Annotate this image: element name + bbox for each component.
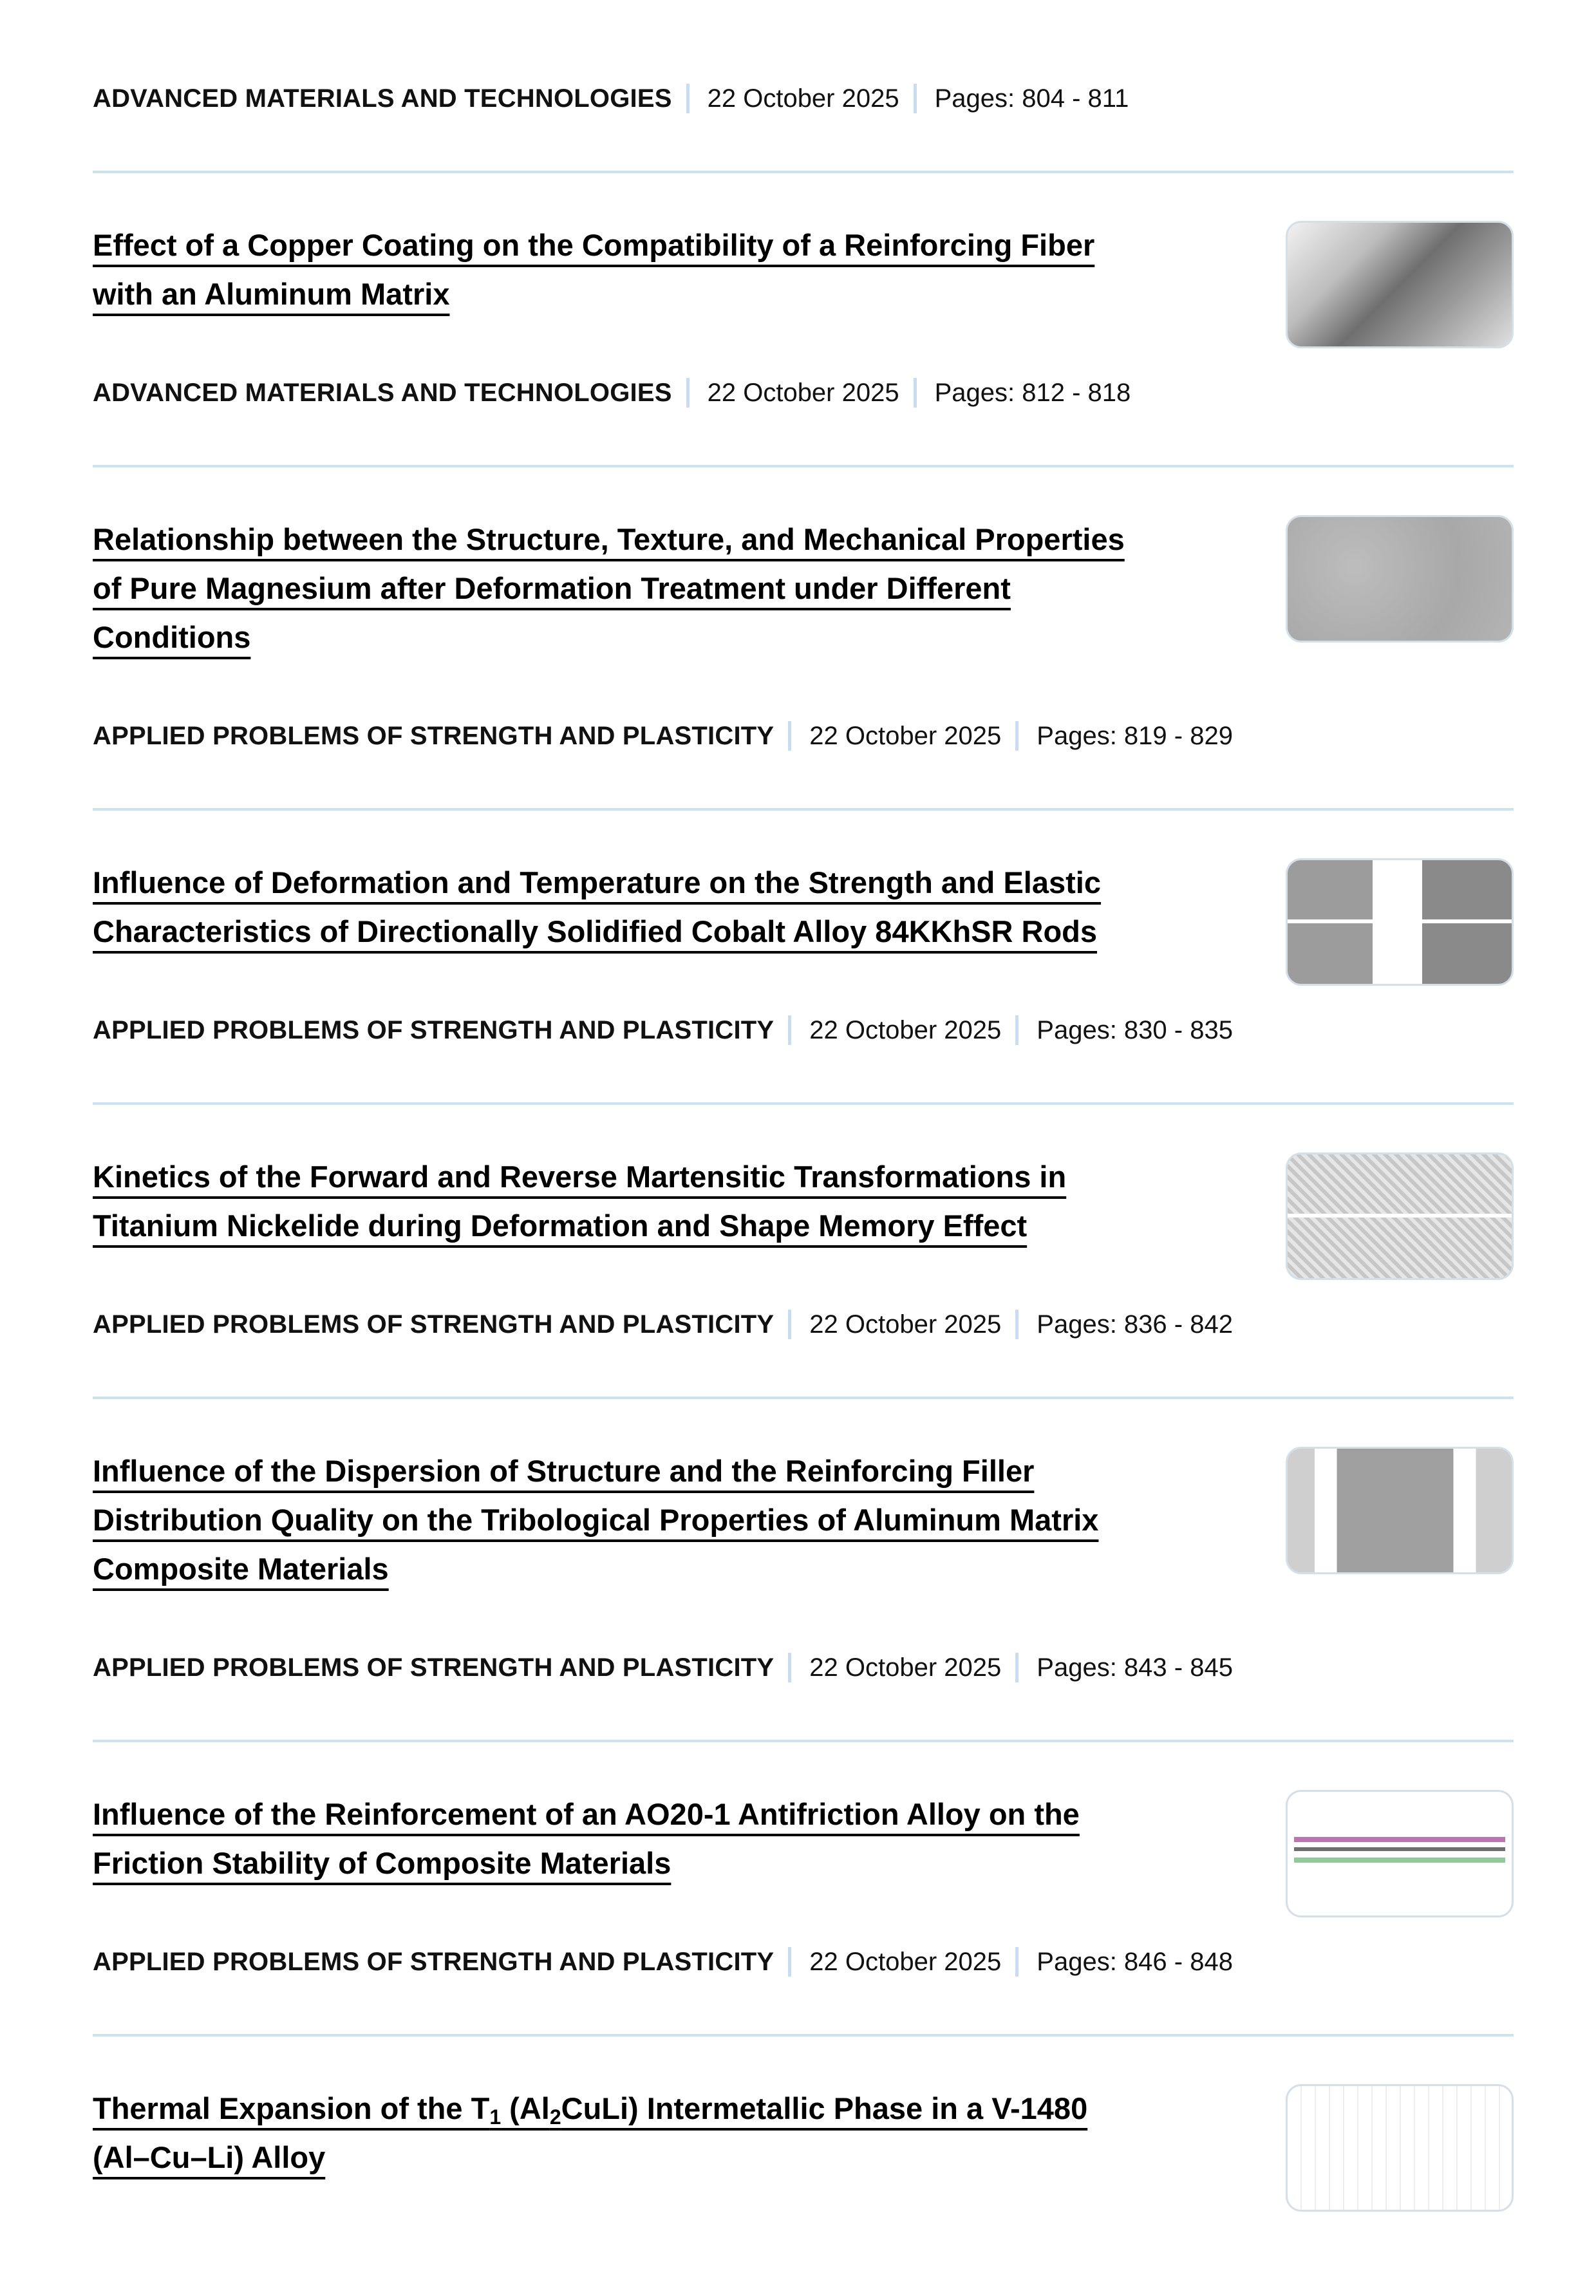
title-text: (Al bbox=[501, 2091, 550, 2125]
title-text: Friction Stability of Composite Materials bbox=[93, 1846, 671, 1880]
article-thumbnail-image[interactable] bbox=[1286, 2084, 1514, 2212]
article-title-link[interactable] bbox=[93, 2091, 1088, 2129]
article-meta bbox=[93, 1946, 1514, 1978]
article-thumbnail-image[interactable] bbox=[1286, 1447, 1514, 1574]
article-title-link[interactable] bbox=[93, 1454, 1034, 1488]
publication-date: 22 October 2025 bbox=[809, 1310, 1002, 1339]
article-thumbnail-image[interactable] bbox=[1286, 858, 1514, 986]
page-range: Pages: 812 - 818 bbox=[934, 378, 1131, 407]
meta-divider bbox=[1015, 1653, 1019, 1682]
meta-divider bbox=[788, 1947, 791, 1977]
title-text: Thermal Expansion of the T bbox=[93, 2091, 490, 2125]
title-text: Effect of a Copper Coating on the Compatibility of a Reinforcing Fiber bbox=[93, 228, 1095, 262]
article-title[interactable] bbox=[93, 221, 1252, 319]
article-item bbox=[93, 173, 1514, 467]
article-item bbox=[93, 811, 1514, 1105]
title-text: Characteristics of Directionally Solidified Cobalt Alloy 84KKhSR Rods bbox=[93, 914, 1098, 948]
article-thumbnail-image[interactable] bbox=[1286, 1790, 1514, 1917]
article-title-link[interactable] bbox=[93, 2140, 325, 2174]
article-item bbox=[93, 1742, 1514, 2037]
publication-date: 22 October 2025 bbox=[809, 1653, 1002, 1682]
article-title-link[interactable] bbox=[93, 277, 449, 311]
meta-divider bbox=[686, 84, 690, 113]
title-text: Kinetics of the Forward and Reverse Martensitic Transformations in bbox=[93, 1160, 1067, 1194]
article-meta bbox=[93, 1308, 1514, 1341]
title-text: CuLi) Intermetallic Phase in a V-1480 bbox=[561, 2091, 1088, 2125]
article-title-link[interactable] bbox=[93, 522, 1125, 556]
article-item bbox=[93, 1399, 1514, 1742]
title-text: Influence of Deformation and Temperature on the Strength and Elastic bbox=[93, 865, 1101, 899]
article-title-link[interactable] bbox=[93, 228, 1094, 262]
article-title[interactable] bbox=[93, 2084, 1252, 2182]
article-title-link[interactable] bbox=[93, 1797, 1080, 1831]
title-subscript: 1 bbox=[489, 2105, 502, 2129]
article-thumbnail-image[interactable] bbox=[1286, 221, 1514, 348]
article-title-link[interactable] bbox=[93, 1209, 1027, 1243]
journal-name[interactable]: APPLIED PROBLEMS OF STRENGTH AND PLASTICITY bbox=[93, 721, 775, 750]
page-range: Pages: 836 - 842 bbox=[1037, 1310, 1233, 1339]
meta-divider bbox=[788, 1310, 791, 1339]
page-range: Pages: 846 - 848 bbox=[1037, 1947, 1233, 1976]
article-title[interactable] bbox=[93, 1153, 1252, 1250]
meta-divider bbox=[686, 378, 690, 408]
article-meta bbox=[93, 0, 1514, 173]
meta-divider bbox=[788, 721, 791, 751]
article-title[interactable] bbox=[93, 1447, 1252, 1594]
meta-divider bbox=[788, 1015, 791, 1045]
article-item bbox=[93, 467, 1514, 811]
article-meta bbox=[93, 720, 1514, 752]
meta-divider bbox=[1015, 721, 1019, 751]
title-text: Titanium Nickelide during Deformation and Shape Memory Effect bbox=[93, 1209, 1028, 1243]
page-range: Pages: 819 - 829 bbox=[1037, 721, 1233, 750]
article-thumbnail-image[interactable] bbox=[1286, 515, 1514, 643]
article-meta bbox=[93, 377, 1514, 409]
article-thumbnail-image[interactable] bbox=[1286, 1153, 1514, 1280]
meta-divider bbox=[1015, 1015, 1019, 1045]
meta-divider bbox=[914, 378, 917, 408]
journal-name[interactable]: ADVANCED MATERIALS AND TECHNOLOGIES bbox=[93, 84, 672, 113]
article-title-link[interactable] bbox=[93, 1160, 1066, 1194]
title-text: Composite Materials bbox=[93, 1552, 389, 1586]
article-title[interactable] bbox=[93, 515, 1252, 662]
article-title-link[interactable] bbox=[93, 571, 1011, 605]
article-title-link[interactable] bbox=[93, 620, 250, 654]
article-list bbox=[93, 173, 1514, 2296]
journal-name[interactable]: APPLIED PROBLEMS OF STRENGTH AND PLASTICITY bbox=[93, 1653, 775, 1682]
title-text: Influence of the Reinforcement of an AO20-1 Antifriction Alloy on the bbox=[93, 1797, 1080, 1831]
title-text: of Pure Magnesium after Deformation Treatment under Different bbox=[93, 571, 1011, 605]
article-title-link[interactable] bbox=[93, 914, 1097, 948]
article-item bbox=[93, 2037, 1514, 2296]
title-text: Conditions bbox=[93, 620, 251, 654]
title-text: with an Aluminum Matrix bbox=[93, 277, 450, 311]
meta-divider bbox=[1015, 1310, 1019, 1339]
title-text: Relationship between the Structure, Texture, and Mechanical Properties bbox=[93, 522, 1125, 556]
meta-divider bbox=[914, 84, 917, 113]
article-meta bbox=[93, 1651, 1514, 1684]
journal-name[interactable]: APPLIED PROBLEMS OF STRENGTH AND PLASTICITY bbox=[93, 1015, 775, 1044]
page-range: Pages: 843 - 845 bbox=[1037, 1653, 1233, 1682]
journal-name[interactable]: APPLIED PROBLEMS OF STRENGTH AND PLASTICITY bbox=[93, 1947, 775, 1976]
article-title-link[interactable] bbox=[93, 1503, 1098, 1537]
publication-date: 22 October 2025 bbox=[809, 721, 1002, 750]
article-title[interactable] bbox=[93, 1790, 1252, 1888]
article-title[interactable] bbox=[93, 858, 1252, 956]
title-text: (Al–Cu–Li) Alloy bbox=[93, 2140, 326, 2174]
journal-name[interactable]: ADVANCED MATERIALS AND TECHNOLOGIES bbox=[93, 378, 672, 407]
meta-divider bbox=[788, 1653, 791, 1682]
article-meta bbox=[93, 1014, 1514, 1046]
title-text: Influence of the Dispersion of Structure and the Reinforcing Filler bbox=[93, 1454, 1035, 1488]
article-title-link[interactable] bbox=[93, 1552, 389, 1586]
publication-date: 22 October 2025 bbox=[707, 84, 899, 113]
article-item bbox=[93, 1105, 1514, 1399]
page-range: Pages: 804 - 811 bbox=[934, 84, 1129, 113]
publication-date: 22 October 2025 bbox=[809, 1947, 1002, 1976]
title-text: Distribution Quality on the Tribological Properties of Aluminum Matrix bbox=[93, 1503, 1099, 1537]
publication-date: 22 October 2025 bbox=[809, 1015, 1002, 1044]
title-subscript: 2 bbox=[549, 2105, 561, 2129]
page-range: Pages: 830 - 835 bbox=[1037, 1015, 1233, 1044]
meta-divider bbox=[1015, 1947, 1019, 1977]
article-title-link[interactable] bbox=[93, 865, 1101, 899]
publication-date: 22 October 2025 bbox=[707, 378, 899, 407]
journal-name[interactable]: APPLIED PROBLEMS OF STRENGTH AND PLASTICITY bbox=[93, 1310, 775, 1339]
article-title-link[interactable] bbox=[93, 1846, 671, 1880]
